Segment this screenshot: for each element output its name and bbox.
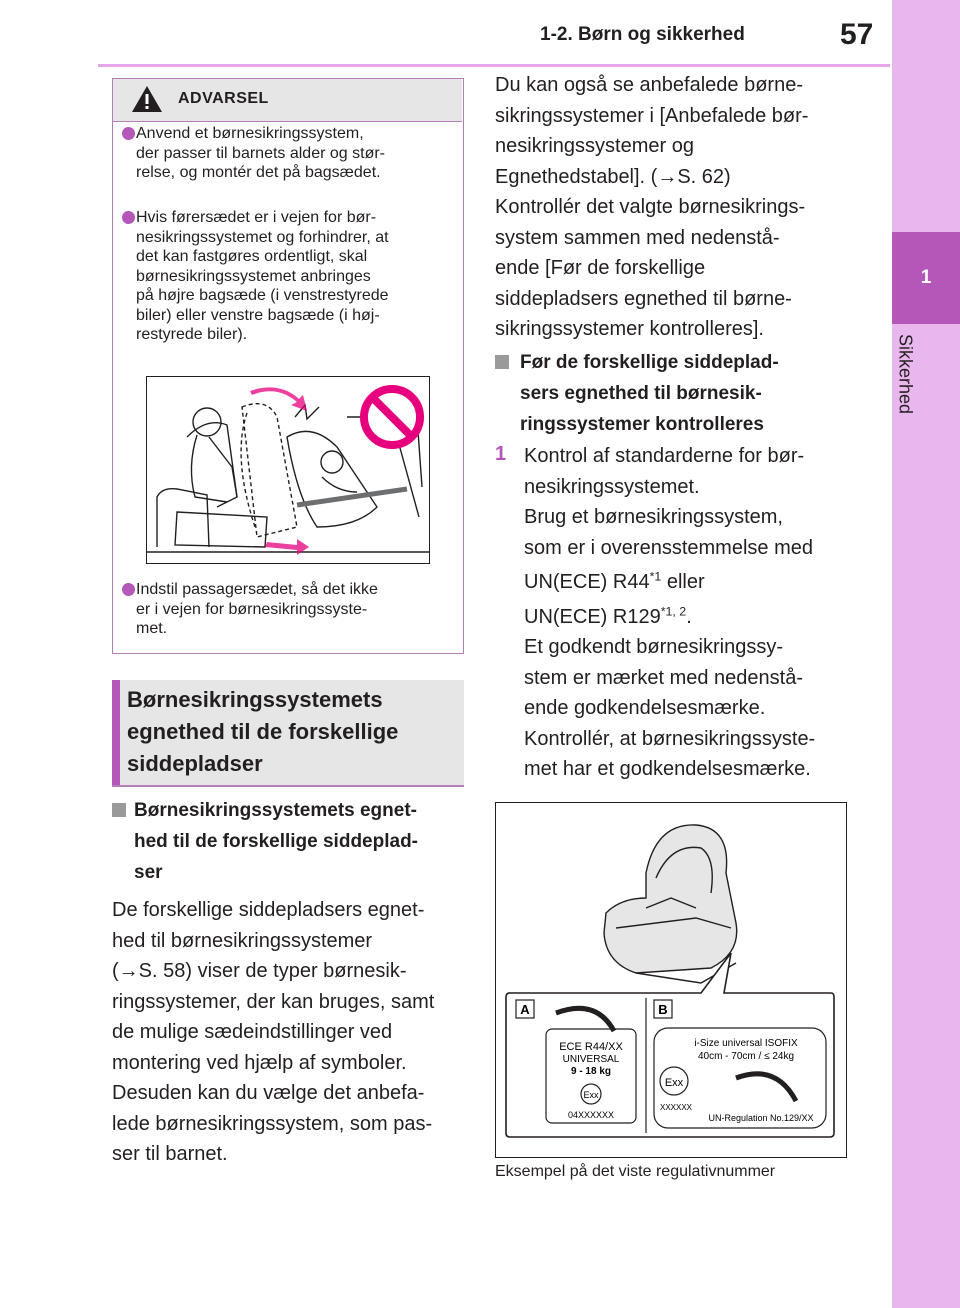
label-b-letter: B <box>658 1002 668 1017</box>
body-line: nesikringssystemet. <box>524 475 700 498</box>
subsection-1-heading <box>134 795 466 888</box>
warning-bullet-1-line: relse, og montér det på bagsædet. <box>136 164 381 181</box>
warning-bullet-2 <box>136 208 458 345</box>
body-line: montering ved hjælp af symboler. <box>112 1051 407 1074</box>
approval-label-figure <box>495 802 847 1158</box>
body-line: stem er mærket med nedenstå- <box>524 666 803 689</box>
page-number: 57 <box>840 18 874 51</box>
label-b-code: XXXXXX <box>659 1103 693 1112</box>
child-seat-drawing <box>604 825 737 983</box>
seat-collision-illustration <box>146 376 430 564</box>
r129-footnote[interactable]: *1, 2 <box>660 603 687 618</box>
body-line: de mulige sædeindstillinger ved <box>112 1021 393 1043</box>
r44-line <box>524 567 846 598</box>
warning-bullet-3-line: er i vejen for børnesikringssyste- <box>136 600 368 618</box>
chapter-label-wrap <box>893 330 921 420</box>
body-line: siddepladsers egnethed til børne- <box>495 287 792 310</box>
r44-text: UN(ECE) R44 <box>524 571 650 593</box>
header-rule <box>98 64 890 67</box>
label-a-line: 9 - 18 kg <box>570 1066 612 1077</box>
body-line: ser til barnet. <box>112 1143 228 1165</box>
warning-bullet-2-line: på højre bagsæde (i venstrestyrede <box>136 287 389 304</box>
section-title: 1-2. Børn og sikkerhed <box>540 24 745 45</box>
side-tab <box>892 0 960 1308</box>
body-line: met har et godkendelsesmærke. <box>524 758 811 780</box>
warning-bullet-3-line: met. <box>136 620 168 637</box>
chapter-number[interactable]: 1 <box>892 232 960 324</box>
right-intro <box>495 70 845 345</box>
subsection-2-heading-line: Før de forskellige siddeplad- <box>520 352 779 373</box>
warning-bullet-2-line: biler) eller venstre bagsæde (i høj- <box>136 306 380 324</box>
body-line: sikringssystemer kontrolleres]. <box>495 318 764 340</box>
body-line: Du kan også se anbefalede børne- <box>495 74 803 96</box>
label-b-line: i-Size universal ISOFIX <box>694 1038 798 1049</box>
body-line: Kontrol af standarderne for bør- <box>524 445 805 467</box>
warning-bullet-2-line: nesikringssystemet og forhindrer, at <box>136 228 389 246</box>
subsection-1-heading-line: ser <box>134 862 163 883</box>
body-line: Et godkendt børnesikringssy- <box>524 636 784 658</box>
body-line: Desuden kan du vælge det anbefa- <box>112 1082 425 1104</box>
r129-line <box>524 602 846 633</box>
section-heading-bar <box>112 680 120 786</box>
subsection-2-heading-line: ringssystemer kontrolleres <box>520 414 764 435</box>
body-line: system sammen med nedenstå- <box>495 226 780 249</box>
square-bullet-icon <box>495 355 509 369</box>
label-a-mark: Exx <box>583 1090 599 1100</box>
warning-title: ADVARSEL <box>178 90 269 107</box>
section-heading-line: Børnesikringssystemets <box>127 687 383 712</box>
label-a-code: 04XXXXXX <box>567 1110 615 1120</box>
chapter-label: Sikkerhed <box>895 334 916 415</box>
warning-bullet-2-line: børnesikringssystemet anbringes <box>136 267 371 285</box>
label-a-line: UNIVERSAL <box>562 1054 620 1065</box>
body-line-link[interactable]: (→S. 58) viser de typer børnesik- <box>112 960 407 982</box>
r44-after: eller <box>661 571 705 593</box>
subsection-1-heading-line: hed til de forskellige siddeplad- <box>134 831 418 852</box>
step-number: 1 <box>495 443 507 465</box>
body-line: ringssystemer, der kan bruges, samt <box>112 990 435 1013</box>
warning-bullet-3-line: Indstil passagersædet, så det ikke <box>136 581 378 598</box>
warning-bullet-2-line: restyrede biler). <box>136 326 248 343</box>
body-line: De forskellige siddepladsers egnet- <box>112 899 425 921</box>
subsection-2-heading-line: sers egnethed til børnesik- <box>520 383 762 404</box>
r129-after: . <box>686 605 692 628</box>
label-b-mark: Exx <box>664 1077 684 1089</box>
warning-bullet-1-line: Anvend et børnesikringssystem, <box>136 125 364 142</box>
warning-bullet-1-line: der passer til barnets alder og stør- <box>136 144 385 162</box>
body-line: Kontrollér, at børnesikringssyste- <box>524 727 816 750</box>
section-heading-line: siddepladser <box>127 751 263 776</box>
subsection-2-heading <box>520 347 840 440</box>
warning-bullet-2-line: det kan fastgøres ordentligt, skal <box>136 248 368 265</box>
body-line: nesikringssystemer og <box>495 135 694 157</box>
bullet-icon <box>122 211 135 224</box>
square-bullet-icon <box>112 803 126 817</box>
bullet-icon <box>122 583 135 596</box>
label-a-letter: A <box>520 1002 530 1017</box>
body-line: Kontrollér det valgte børnesikrings- <box>495 196 806 218</box>
body-line: hed til børnesikringssystemer <box>112 929 373 952</box>
r129-text: UN(ECE) R129 <box>524 605 661 628</box>
body-line: ende godkendelsesmærke. <box>524 697 766 719</box>
warning-triangle-icon <box>130 84 164 114</box>
body-line-link[interactable]: Egnethedstabel]. (→S. 62) <box>495 165 731 188</box>
warning-bullet-3 <box>136 580 458 639</box>
subsection-1-heading-line: Børnesikringssystemets egnet- <box>134 800 417 821</box>
step-1-body <box>524 441 846 785</box>
body-line: Brug et børnesikringssystem, <box>524 506 783 528</box>
subsection-1-body <box>112 895 468 1170</box>
warning-header <box>113 79 462 122</box>
bullet-icon <box>122 127 135 140</box>
label-b-reg: UN-Regulation No.129/XX <box>708 1113 814 1123</box>
section-heading-line: egnethed til de forskellige <box>127 719 399 744</box>
body-line: sikringssystemer i [Anbefalede bør- <box>495 104 809 127</box>
label-b-line: 40cm - 70cm / ≤ 24kg <box>697 1051 795 1062</box>
warning-bullet-2-line: Hvis førersædet er i vejen for bør- <box>136 209 377 226</box>
r44-footnote[interactable]: *1 <box>649 569 662 584</box>
section-heading-rule <box>112 785 464 787</box>
body-line: som er i overensstemmelse med <box>524 536 813 559</box>
label-a-line: ECE R44/XX <box>559 1041 623 1053</box>
body-line: lede børnesikringssystem, som pas- <box>112 1112 433 1135</box>
warning-bullet-1 <box>136 124 458 183</box>
section-heading <box>127 684 457 780</box>
figure-caption: Eksempel på det viste regulativnummer <box>495 1163 776 1180</box>
body-line: ende [Før de forskellige <box>495 257 706 279</box>
